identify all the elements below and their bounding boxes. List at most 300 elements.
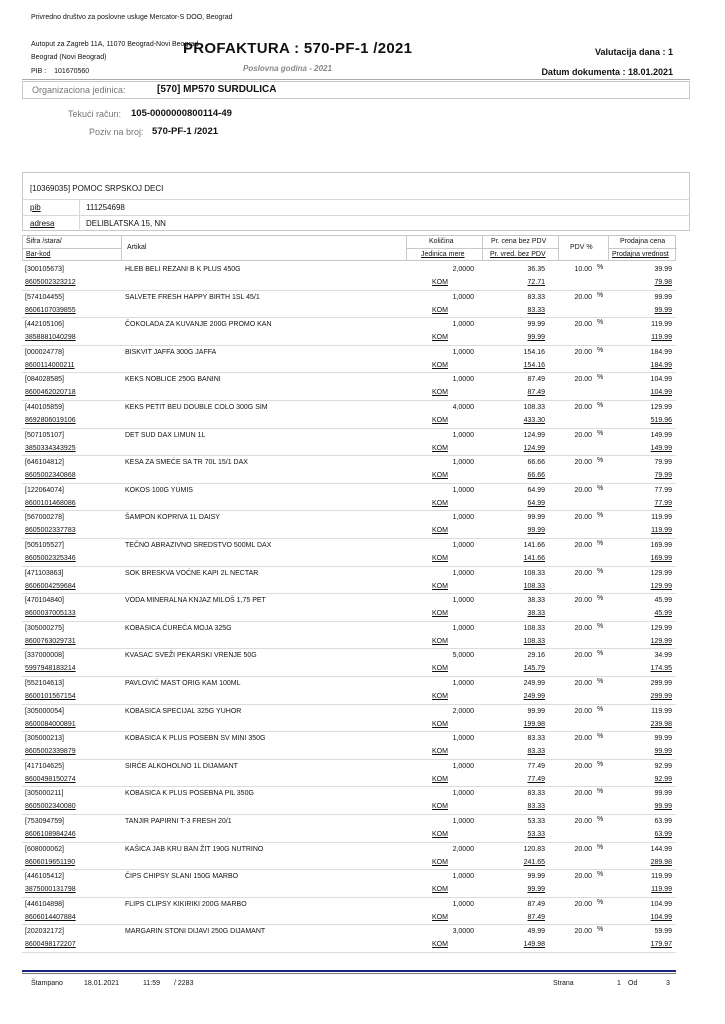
item-vat: 20.00 <box>574 790 592 798</box>
item-code: [608000062] <box>25 845 64 853</box>
item-price: 99.99 <box>527 707 545 715</box>
customer-pib-label: pib <box>30 203 41 212</box>
table-row <box>22 843 676 871</box>
item-vat-percent-sign: % <box>597 540 604 547</box>
item-sell-value: 99.99 <box>654 306 672 314</box>
item-vat: 20.00 <box>574 431 592 439</box>
item-price: 83.33 <box>527 735 545 743</box>
item-price: 99.99 <box>527 873 545 881</box>
item-vat-percent-sign: % <box>597 567 604 575</box>
page-number: 1 <box>617 980 621 987</box>
item-sell-price: 39.99 <box>654 266 672 273</box>
item-name: SALVETE FRESH HAPPY BIRTH 1SL 45/1 <box>125 293 260 301</box>
item-value: 77.49 <box>527 775 545 783</box>
item-vat: 20.00 <box>574 845 592 853</box>
header-divider <box>22 79 690 80</box>
customer-pib-value: 111254698 <box>86 203 125 212</box>
item-vat-percent-sign: % <box>597 650 604 658</box>
item-value: 66.66 <box>527 472 545 480</box>
item-barcode: 8600101468086 <box>25 499 76 507</box>
page-label: Strana <box>553 980 574 987</box>
item-name: KOBASICA K PLUS POSEBN SV MINI 350G <box>125 735 266 743</box>
item-quantity: 1,0000 <box>452 542 474 549</box>
item-barcode: 8600763029731 <box>25 637 76 645</box>
item-sell-price: 34.99 <box>654 652 672 660</box>
printed-user: / 2283 <box>174 980 194 987</box>
item-code: [442105106] <box>25 321 64 329</box>
item-name: KOBASICA ĆUREĆA MOJA 325G <box>125 624 232 632</box>
item-sell-value: 239.98 <box>650 720 672 728</box>
item-sell-price: 104.99 <box>650 900 672 908</box>
item-barcode: 8600084000891 <box>25 720 76 728</box>
item-barcode: 8600037005133 <box>25 610 76 618</box>
item-vat-percent-sign: % <box>597 816 604 823</box>
item-unit: KOM <box>432 610 448 618</box>
item-value: 124.99 <box>523 444 545 452</box>
item-price: 29.16 <box>527 652 545 660</box>
item-barcode: 8605002325346 <box>25 555 76 562</box>
table-row <box>22 898 676 926</box>
item-name: KOBASICA K PLUS POSEBNA PIL 350G <box>125 790 254 798</box>
item-code: [122064074] <box>25 486 64 494</box>
item-vat-percent-sign: % <box>597 484 604 492</box>
item-quantity: 1,0000 <box>452 735 474 743</box>
item-unit: KOM <box>432 858 448 866</box>
item-name: MARGARIN STONI DIJAVI 250G DIJAMANT <box>125 928 266 936</box>
item-value: 241.65 <box>523 858 545 866</box>
item-price: 108.33 <box>523 624 545 632</box>
item-value: 38.33 <box>527 610 545 618</box>
item-value: 83.33 <box>527 803 545 811</box>
item-vat-percent-sign: % <box>597 898 604 906</box>
item-sell-price: 92.99 <box>654 762 672 770</box>
item-unit: KOM <box>432 417 448 424</box>
customer-address-label: adresa <box>30 219 55 228</box>
footer-divider <box>22 970 676 972</box>
table-row <box>22 705 676 733</box>
company-name: Privredno društvo za poslovne usluge Mercator-S DOO, Beograd <box>31 14 233 21</box>
item-sell-value: 129.99 <box>650 582 672 590</box>
item-name: KEKS NOBLICE 250G BANINI <box>125 376 221 384</box>
item-vat-percent-sign: % <box>597 429 604 437</box>
item-quantity: 1,0000 <box>452 514 474 522</box>
item-sell-value: 289.98 <box>650 858 672 866</box>
item-barcode: 8605002340080 <box>25 803 76 811</box>
item-price: 120.83 <box>523 845 545 853</box>
item-sell-value: 519.96 <box>650 417 672 424</box>
item-sell-price: 119.99 <box>651 321 672 329</box>
item-code: [753094759] <box>25 818 64 825</box>
header-price: Pr. cena bez PDV <box>491 238 547 245</box>
account-value: 105-0000000800114-49 <box>131 108 232 119</box>
item-quantity: 1,0000 <box>452 790 474 798</box>
item-unit: KOM <box>432 831 448 838</box>
item-vat: 20.00 <box>574 459 592 467</box>
company-city: Beograd (Novi Beograd) <box>31 54 107 61</box>
item-price: 87.49 <box>527 376 545 384</box>
item-name: KAŠICA JAB KRU BAN ŽIT 190G NUTRINO <box>125 845 264 853</box>
item-unit: KOM <box>432 444 448 452</box>
item-quantity: 1,0000 <box>452 321 474 329</box>
item-price: 38.33 <box>527 597 545 605</box>
item-unit: KOM <box>432 582 448 590</box>
item-vat-percent-sign: % <box>597 346 604 354</box>
valuta-days: Valutacija dana : 1 <box>594 47 673 57</box>
table-row <box>22 263 676 291</box>
item-value: 154.16 <box>523 361 545 369</box>
item-sell-price: 299.99 <box>650 680 672 687</box>
item-quantity: 1,0000 <box>452 873 474 881</box>
item-value: 149.98 <box>523 941 545 949</box>
item-quantity: 2,0000 <box>452 845 474 853</box>
item-sell-value: 169.99 <box>650 555 672 562</box>
item-sell-value: 119.99 <box>651 527 672 535</box>
item-price: 154.16 <box>523 348 545 356</box>
item-sell-value: 174.95 <box>650 665 672 673</box>
item-sell-value: 299.99 <box>650 693 672 700</box>
item-quantity: 1,0000 <box>452 680 474 687</box>
item-code: [305000054] <box>25 707 64 715</box>
item-vat-percent-sign: % <box>597 595 604 603</box>
column-divider <box>558 236 559 260</box>
item-vat: 20.00 <box>574 321 592 329</box>
table-row <box>22 815 676 843</box>
item-sell-value: 184.99 <box>650 361 672 369</box>
item-price: 108.33 <box>523 569 545 577</box>
item-sell-price: 59.99 <box>654 928 672 936</box>
item-code: [305000211] <box>25 790 64 798</box>
item-barcode: 8606004259684 <box>25 582 76 590</box>
table-row <box>22 677 676 705</box>
item-sell-price: 119.99 <box>651 873 672 881</box>
item-barcode: 3875000131798 <box>25 886 76 894</box>
item-sell-price: 99.99 <box>654 293 672 301</box>
customer-name: [10369035] POMOC SRPSKOJ DECI <box>30 184 164 193</box>
item-price: 124.99 <box>523 431 545 439</box>
table-row <box>22 622 676 650</box>
header-row-divider <box>23 248 121 249</box>
item-vat-percent-sign: % <box>597 457 604 465</box>
table-row <box>22 925 676 953</box>
pib-label: PIB : <box>31 68 47 75</box>
item-code: [300105673] <box>25 266 64 273</box>
item-value: 64.99 <box>527 499 545 507</box>
item-vat-percent-sign: % <box>597 678 604 685</box>
item-barcode: 3858881040298 <box>25 334 76 342</box>
table-row <box>22 649 676 677</box>
item-name: KVASAC SVEŽI PEKARSKI VRENJE 50G <box>125 652 257 660</box>
item-barcode: 8600498172207 <box>25 941 76 949</box>
item-name: KOKOS 100G YUMIS <box>125 486 193 494</box>
item-code: [305000275] <box>25 624 64 632</box>
item-sell-value: 119.99 <box>651 334 672 342</box>
item-code: [084028585] <box>25 376 64 384</box>
item-quantity: 2,0000 <box>452 266 474 273</box>
item-sell-value: 104.99 <box>650 389 672 397</box>
item-vat-percent-sign: % <box>597 264 604 271</box>
item-name: ŠAMPON KOPRIVA 1L DAISY <box>125 514 220 522</box>
item-vat: 20.00 <box>574 597 592 605</box>
item-quantity: 4,0000 <box>452 404 474 411</box>
item-vat-percent-sign: % <box>597 512 604 520</box>
item-price: 36.35 <box>527 266 545 273</box>
item-unit: KOM <box>432 913 448 921</box>
item-barcode: 8606019651190 <box>25 858 76 866</box>
item-value: 83.33 <box>527 748 545 756</box>
item-name: ČOKOLADA ZA KUVANJE 200G PROMO KAN <box>125 321 272 329</box>
item-barcode: 8605002340868 <box>25 472 76 480</box>
item-code: [470104840] <box>25 597 64 605</box>
table-row <box>22 732 676 760</box>
item-barcode: 8606108984246 <box>25 831 76 838</box>
item-vat-percent-sign: % <box>597 788 604 796</box>
header-value: Pr. vred. bez PDV <box>490 251 546 258</box>
item-unit: KOM <box>432 361 448 369</box>
item-quantity: 1,0000 <box>452 376 474 384</box>
item-quantity: 1,0000 <box>452 486 474 494</box>
item-vat-percent-sign: % <box>597 705 604 713</box>
org-unit-value: [570] MP570 SURDULICA <box>157 84 277 95</box>
item-code: [202032172] <box>25 928 64 936</box>
item-value: 199.98 <box>523 720 545 728</box>
table-row <box>22 401 676 429</box>
table-row <box>22 456 676 484</box>
item-vat: 20.00 <box>574 376 592 384</box>
item-barcode: 8606107039855 <box>25 306 76 314</box>
item-quantity: 1,0000 <box>452 597 474 605</box>
fiscal-year: Poslovna godina - 2021 <box>243 64 332 73</box>
item-name: SIRĆE ALKOHOLNO 1L DIJAMANT <box>125 762 238 770</box>
header-sell-price: Prodajna cena <box>620 238 666 245</box>
page-of-label: Od <box>628 980 638 987</box>
item-vat: 20.00 <box>574 514 592 522</box>
item-name: TANJIR PAPIRNI T-3 FRESH 20/1 <box>125 818 232 825</box>
item-sell-value: 119.99 <box>651 886 672 894</box>
item-value: 72.71 <box>527 279 545 286</box>
item-value: 145.79 <box>523 665 545 673</box>
table-row <box>22 346 676 374</box>
item-unit: KOM <box>432 306 448 314</box>
reference-value: 570-PF-1 /2021 <box>152 126 219 137</box>
printed-time: 11:59 <box>143 980 160 987</box>
table-header <box>22 235 676 261</box>
item-sell-value: 149.99 <box>650 444 672 452</box>
item-value: 99.99 <box>527 886 545 894</box>
item-sell-price: 129.99 <box>650 404 672 411</box>
item-vat-percent-sign: % <box>597 760 604 768</box>
item-code: [337000008] <box>25 652 64 660</box>
item-price: 66.66 <box>527 459 545 467</box>
item-name: FLIPS CLIPSY KIKIRIKI 200G MARBO <box>125 900 247 908</box>
item-code: [446104898] <box>25 900 64 908</box>
customer-address-value: DELIBLATSKA 15, NN <box>86 219 166 228</box>
item-sell-price: 77.99 <box>654 486 672 494</box>
item-quantity: 2,0000 <box>452 707 474 715</box>
item-name: VODA MINERALNA KNJAZ MILOŠ 1,75 PET <box>125 597 266 605</box>
item-code: [446105412] <box>25 873 64 881</box>
item-price: 49.99 <box>527 928 545 936</box>
item-sell-price: 104.99 <box>650 376 672 384</box>
table-row <box>22 760 676 788</box>
item-unit: KOM <box>432 803 448 811</box>
item-vat: 10.00 <box>574 266 592 273</box>
item-code: [417104625] <box>25 762 64 770</box>
item-vat: 20.00 <box>574 624 592 632</box>
item-unit: KOM <box>432 775 448 783</box>
item-code: [646104812] <box>25 459 64 467</box>
item-vat: 20.00 <box>574 900 592 908</box>
item-name: KEKS PETIT BEU DOUBLE COLO 300G SIM <box>125 404 268 411</box>
table-row <box>22 870 676 898</box>
item-sell-value: 63.99 <box>654 831 672 838</box>
item-name: DET SUD DAX LIMUN 1L <box>125 431 206 439</box>
column-divider <box>121 236 122 260</box>
header-code: Šifra /stara/ <box>26 238 62 245</box>
item-code: [000024778] <box>25 348 64 356</box>
item-vat: 20.00 <box>574 542 592 549</box>
header-quantity: Količina <box>429 238 454 245</box>
item-unit: KOM <box>432 637 448 645</box>
item-barcode: 3850334343925 <box>25 444 76 452</box>
item-vat: 20.00 <box>574 928 592 936</box>
item-vat: 20.00 <box>574 652 592 660</box>
item-value: 249.99 <box>523 693 545 700</box>
item-quantity: 3,0000 <box>452 928 474 936</box>
item-code: [567000278] <box>25 514 64 522</box>
item-value: 87.49 <box>527 913 545 921</box>
header-barcode: Bar-kod <box>26 251 51 258</box>
item-sell-value: 79.98 <box>654 279 672 286</box>
item-vat-percent-sign: % <box>597 622 604 630</box>
item-sell-price: 169.99 <box>650 542 672 549</box>
item-barcode: 8600462020718 <box>25 389 76 397</box>
item-value: 53.33 <box>527 831 545 838</box>
item-sell-value: 92.99 <box>654 775 672 783</box>
item-vat: 20.00 <box>574 404 592 411</box>
item-quantity: 1,0000 <box>452 818 474 825</box>
item-code: [305000213] <box>25 735 64 743</box>
item-code: [507105107] <box>25 431 64 439</box>
item-unit: KOM <box>432 665 448 673</box>
item-code: [505105527] <box>25 542 64 549</box>
item-quantity: 1,0000 <box>452 624 474 632</box>
item-sell-value: 104.99 <box>650 913 672 921</box>
item-sell-price: 99.99 <box>654 735 672 743</box>
reference-label: Poziv na broj: <box>89 127 144 137</box>
item-value: 83.33 <box>527 306 545 314</box>
item-name: TEČNO ABRAZIVNO SREDSTVO 500ML DAX <box>125 542 272 549</box>
item-vat: 20.00 <box>574 735 592 743</box>
item-name: ČIPS CHIPSY SLANI 150G MARBO <box>125 873 239 881</box>
item-sell-price: 79.99 <box>654 459 672 467</box>
item-vat-percent-sign: % <box>597 319 604 327</box>
item-barcode: 8605002323212 <box>25 279 76 286</box>
item-vat: 20.00 <box>574 486 592 494</box>
item-vat-percent-sign: % <box>597 843 604 851</box>
header-unit: Jedinica mere <box>421 251 465 258</box>
item-price: 87.49 <box>527 900 545 908</box>
item-barcode: 5997948183214 <box>25 665 76 673</box>
item-barcode: 8605002339879 <box>25 748 76 756</box>
item-unit: KOM <box>432 334 448 342</box>
item-barcode: 8600101567154 <box>25 693 76 700</box>
item-sell-price: 99.99 <box>654 790 672 798</box>
account-label: Tekući račun: <box>68 109 122 119</box>
item-code: [471103863] <box>25 569 64 577</box>
item-price: 53.33 <box>527 818 545 825</box>
item-unit: KOM <box>432 886 448 894</box>
item-sell-price: 45.99 <box>654 597 672 605</box>
item-barcode: 8600498150274 <box>25 775 76 783</box>
item-name: KESA ZA SMEĆE SA TR 70L 15/1 DAX <box>125 459 248 467</box>
item-barcode: 8605002337783 <box>25 527 76 535</box>
header-row-divider <box>608 248 677 249</box>
item-price: 99.99 <box>527 321 545 329</box>
item-code: [574104455] <box>25 293 64 301</box>
table-row <box>22 291 676 319</box>
page-total: 3 <box>666 980 670 987</box>
item-code: [440105859] <box>25 404 64 411</box>
item-value: 433.30 <box>523 417 545 424</box>
item-quantity: 1,0000 <box>452 459 474 467</box>
item-name: PAVLOVIĆ MAST ORIG KAM 100ML <box>125 680 241 687</box>
table-row <box>22 511 676 539</box>
item-vat: 20.00 <box>574 680 592 687</box>
item-vat-percent-sign: % <box>597 871 604 879</box>
item-vat-percent-sign: % <box>597 374 604 382</box>
header-sell-value: Prodajna vrednost <box>612 251 669 258</box>
item-sell-price: 119.99 <box>651 707 672 715</box>
item-quantity: 1,0000 <box>452 762 474 770</box>
item-price: 83.33 <box>527 293 545 301</box>
item-barcode: 8606014407884 <box>25 913 76 921</box>
table-row <box>22 594 676 622</box>
item-vat-percent-sign: % <box>597 926 604 934</box>
item-sell-value: 99.99 <box>654 803 672 811</box>
item-vat: 20.00 <box>574 293 592 301</box>
item-unit: KOM <box>432 279 448 286</box>
header-row-divider <box>406 248 558 249</box>
item-vat: 20.00 <box>574 873 592 881</box>
item-price: 99.99 <box>527 514 545 522</box>
table-row <box>22 787 676 815</box>
item-quantity: 1,0000 <box>452 293 474 301</box>
table-row <box>22 539 676 567</box>
item-quantity: 1,0000 <box>452 431 474 439</box>
item-vat-percent-sign: % <box>597 733 604 741</box>
item-unit: KOM <box>432 499 448 507</box>
item-vat: 20.00 <box>574 707 592 715</box>
header-vat: PDV % <box>570 244 593 251</box>
footer-divider <box>22 973 676 974</box>
item-quantity: 1,0000 <box>452 569 474 577</box>
printed-label: Štampano <box>31 980 63 987</box>
customer-divider <box>22 199 690 200</box>
item-sell-value: 45.99 <box>654 610 672 618</box>
company-address: Autoput za Zagreb 11A, 11070 Beograd-Novi Beograd <box>31 41 199 48</box>
item-sell-price: 129.99 <box>650 569 672 577</box>
header-article: Artikal <box>127 244 147 251</box>
item-sell-price: 144.99 <box>650 845 672 853</box>
item-price: 77.49 <box>527 762 545 770</box>
item-vat-percent-sign: % <box>597 402 604 409</box>
item-vat: 20.00 <box>574 348 592 356</box>
item-price: 83.33 <box>527 790 545 798</box>
item-quantity: 5,0000 <box>452 652 474 660</box>
item-quantity: 1,0000 <box>452 900 474 908</box>
item-vat: 20.00 <box>574 762 592 770</box>
item-value: 141.66 <box>523 555 545 562</box>
